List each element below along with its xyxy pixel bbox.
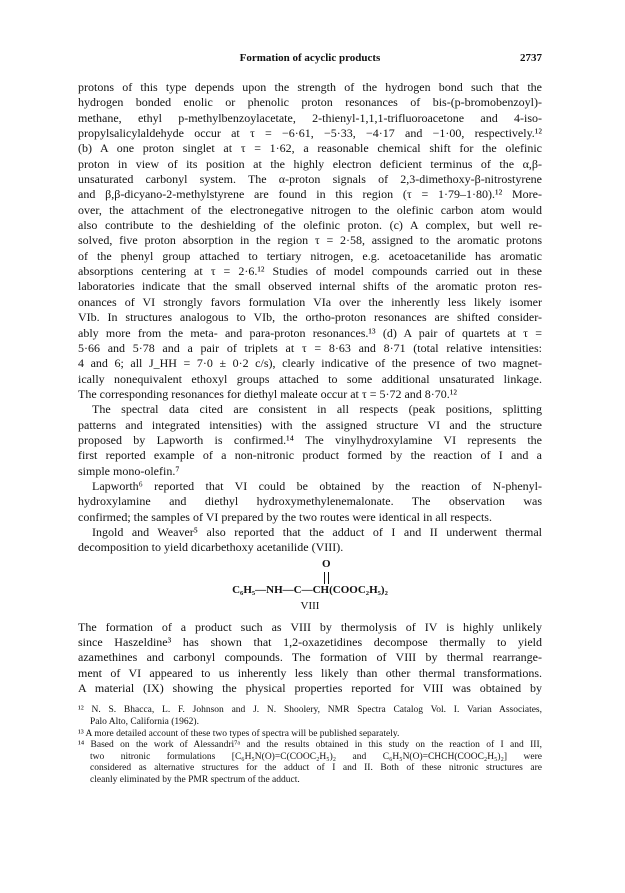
text-line: also contribute to the deshielding of the olefinic proton. (c) A complex, but well re- [78,218,542,233]
text-line: hydrogen bonded enolic or phenolic proton resonances of bis-(p-bromobenzoyl)- [78,95,542,110]
text-line: onances of VI strongly favors formulation VIa over the inherently less likely isomer [78,294,542,309]
paragraph-thermolysis [78,620,542,697]
footnote-14: ¹⁴ Based on the work of Alessandri⁷ᵃ and the results obtained in this study on the reaction of I and III, [78,740,542,751]
paragraph-lapworth [78,479,542,525]
text-line: proton in view of its position at the highly electron deficient terminus of the α,β- [78,156,542,171]
text-line: of the phenyl group attached to tertiary nitrogen, e.g. acetoacetanilide has aromatic [78,248,542,263]
text-line: decomposition to yield dicarbethoxy acetanilide (VIII). [78,540,344,555]
footnote-14-cont: considered as alternative structures for the adduct of I and II. Both of these nitronic structures are [90,763,542,774]
footnotes [78,705,542,786]
text-line: (b) A one proton singlet at τ = 1·62, a reasonable chemical shift for the olefinic [78,141,542,156]
text-line: proposed by Lapworth is confirmed.¹⁴ The vinylhydroxylamine VI represents the [78,432,542,447]
text-line: since Haszeldine³ has shown that 1,2-oxazetidines decompose thermally to yield [78,635,542,649]
structure-oxygen-atom: O [322,557,331,570]
text-line: azamethines and carbonyl compounds. The formation of VIII by thermal rearrange- [78,650,542,665]
chemical-structure-viii [78,558,542,616]
text-line: protons of this type depends upon the strength of the hydrogen bond such that the [78,80,542,94]
text-line: Lapworth⁶ reported that VI could be obtained by the reaction of N-phenyl- [92,478,542,493]
text-line: The spectral data cited are consistent in all respects (peak positions, splitting [92,402,542,417]
text-line: patterns and integrated intensities) with the assigned structure VI and the structure [78,417,542,432]
text-line: methane, ethyl p-methylbenzoylacetate, 2-thienyl-1,1,1-trifluoroacetone and 4-iso- [78,110,542,125]
footnote-14-cont: two nitronic formulations [C₆H₅N(O)=C(COOC₂H₅)₂ and C₆H₅N(O)=CHCH(COOC₂H₅)₂] were [90,751,542,762]
text-line: The corresponding resonances for diethyl maleate occur at τ = 5·72 and 8·70.¹² [78,386,457,401]
running-title: Formation of acyclic products [239,52,381,64]
text-line: unsaturated carbonyl system. The α-proton signals of 2,3-dimethoxy-β-nitrostyrene [78,172,542,187]
article-body [78,80,542,787]
text-line: hydroxylamine and diethyl hydroxymethylenemalonate. The observation was [78,494,542,509]
text-line: laboratories indicate that the small observed internal shifts of the aromatic proton res- [78,279,542,294]
text-line: propylsalicylaldehyde occur at τ = −6·61, −5·33, −4·17 and −1·00, respectively.¹² [78,126,542,141]
text-line: ably more from the meta- and para-proton resonances.¹³ (d) A pair of quartets at τ = [78,325,542,340]
footnote-separator [78,696,542,705]
footnote-12-cont: Palo Alto, California (1962). [90,716,199,727]
text-line: Ingold and Weaver⁵ also reported that the adduct of I and II underwent thermal [92,524,542,539]
text-line: VIb. In structures analogous to VIb, the ortho-proton resonances are shifted consider- [78,310,542,325]
text-line: The formation of a product such as VIII by thermolysis of IV is highly unlikely [78,619,542,634]
text-line: simple mono-olefin.⁷ [78,463,180,478]
paragraph-confirmation [78,402,542,479]
carbonyl-double-bond [324,572,329,584]
footnote-14-cont: cleanly eliminated by the PMR spectrum of the adduct. [90,774,300,785]
text-line: ically nonequivalent ethoxyl groups attached to some additional unsaturated linkage. [78,371,542,386]
text-line: solved, five proton absorption in the region τ = 2·58, assigned to the aromatic protons [78,233,542,248]
text-line: and β,β-dicyano-2-methylstyrene are found in this region (τ = 1·79–1·80).¹² More- [78,187,542,202]
text-line: over, the attachment of the electronegative nitrogen to the olefinic carbon atom would [78,202,542,217]
paragraph-ingold-weaver [78,525,542,556]
text-line: 4 and 6; all J_HH = 7·0 ± 0·2 c/s), clearly indicative of the presence of two magnet- [78,356,542,371]
running-header [78,52,542,68]
text-line: first reported example of a non-nitronic product formed by the reaction of I and a [78,448,542,463]
page-number: 2737 [520,52,542,64]
text-line: A material (IX) showing the physical properties reported for VIII was obtained by [78,681,542,696]
text-line: 5·66 and 5·78 and a pair of triplets at τ = 8·63 and 8·71 (total relative intensities: [78,340,542,355]
text-line: ment of VI appeared to us inherently less likely than other thermal transformations. [78,665,542,680]
text-line: confirmed; the samples of VI prepared by the two routes were identical in all respects. [78,509,492,524]
footnote-13: ¹³ A more detailed account of these two types of spectra will be published separately. [78,728,400,739]
text-line: absorptions centering at τ = 2·6.¹² Studies of model compounds carried out in these [78,264,542,279]
structure-formula: C₆H₅—NH—C—CH(COOC₂H₅)₂ [232,583,388,596]
structure-label: VIII [300,599,320,612]
paragraph-spectral-assignments [78,80,542,402]
footnote-12: ¹² N. S. Bhacca, L. F. Johnson and J. N. Shoolery, NMR Spectra Catalog Vol. I. Varian Associates, [78,705,542,716]
